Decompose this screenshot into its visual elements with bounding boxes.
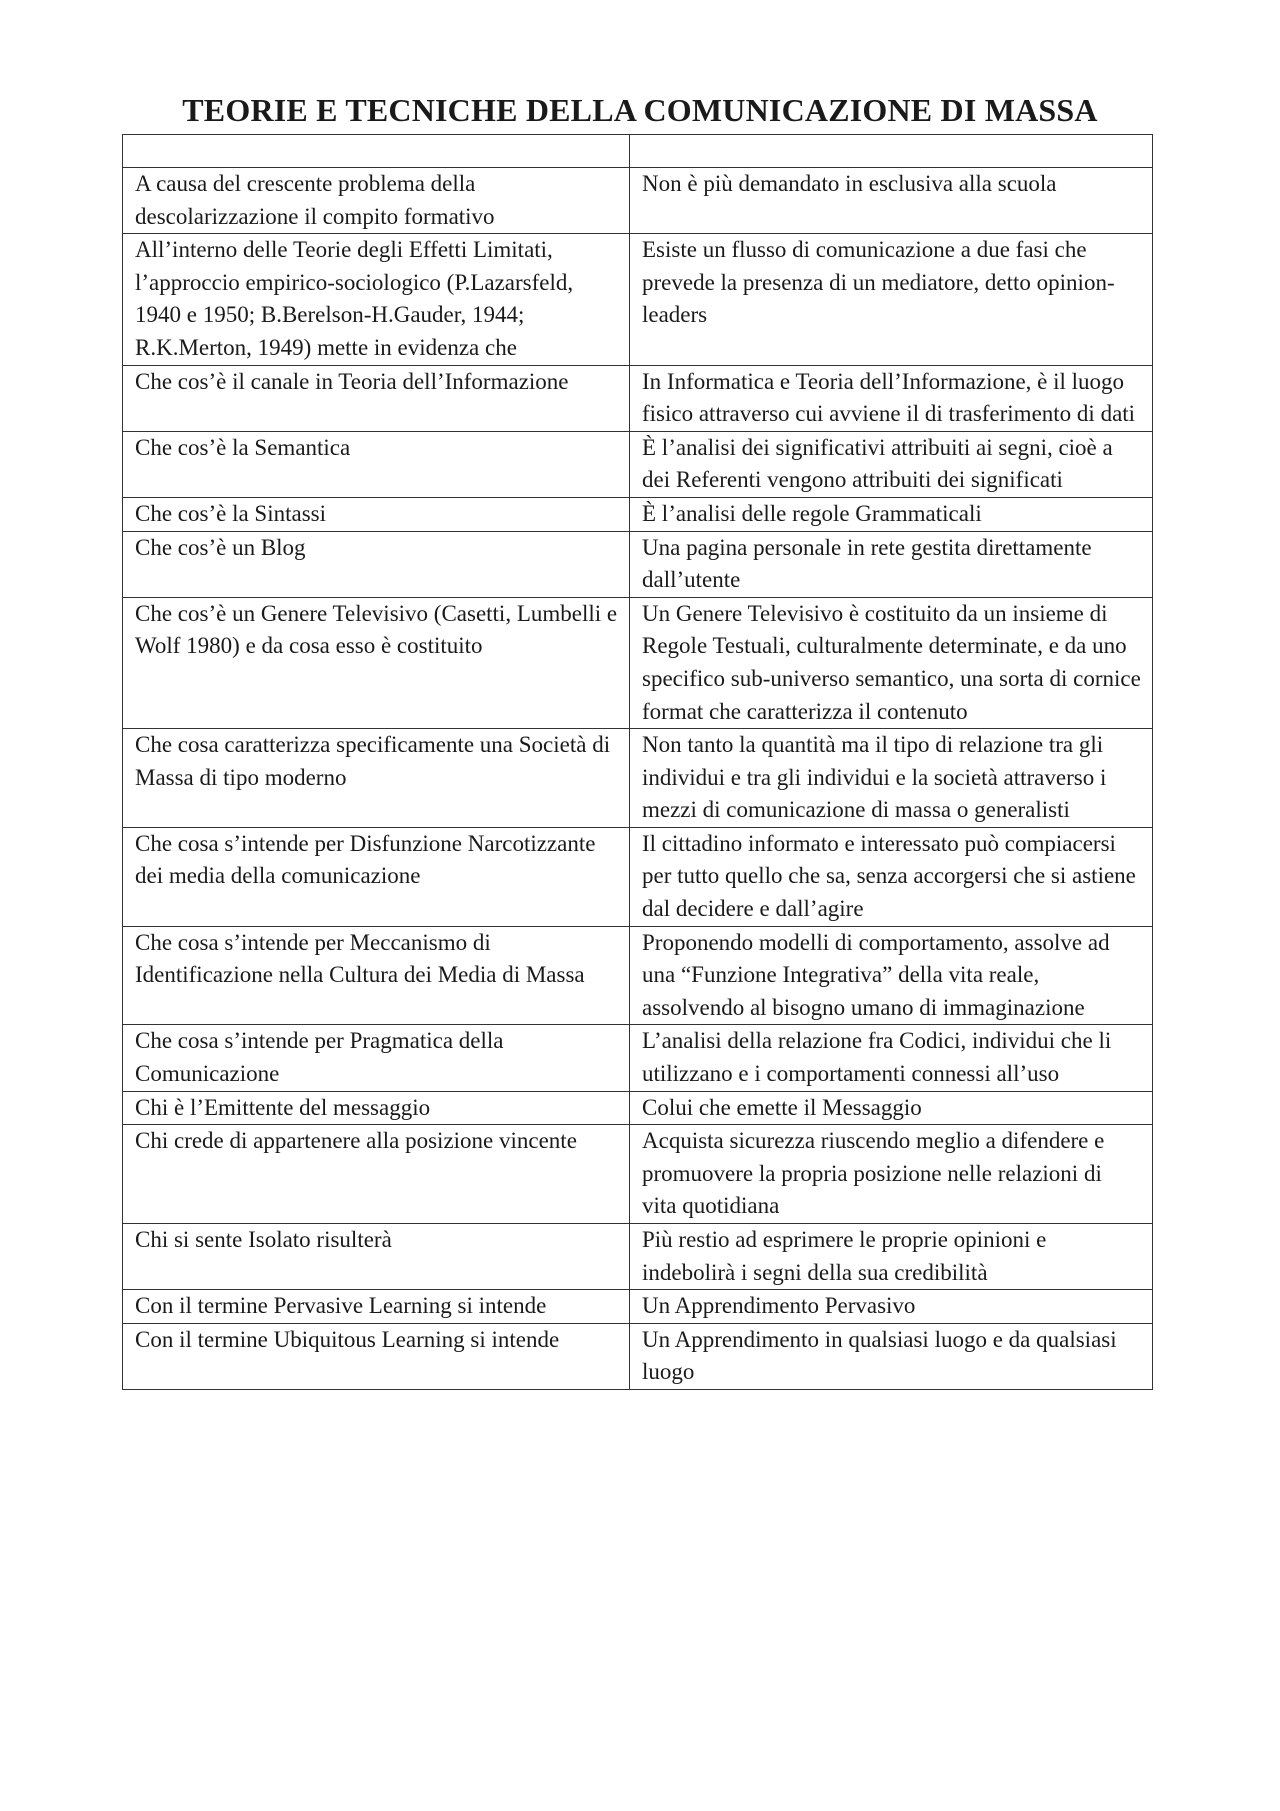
question-cell: All’interno delle Teorie degli Effetti Limitati, l’approccio empirico-sociologico (P.Lazarsfeld, 1940 e 1950; B.Berelson-H.Gauder, 1944; R.K.Merton, 1949) mette in evidenza che [123, 234, 630, 365]
table-row [123, 168, 1153, 234]
header-cell-question [123, 135, 630, 168]
table-row [123, 729, 1153, 828]
table-row [123, 827, 1153, 926]
table-header-row [123, 135, 1153, 168]
question-cell: Con il termine Pervasive Learning si intende [123, 1290, 630, 1324]
answer-cell: Più restio ad esprimere le proprie opinioni e indebolirà i segni della sua credibilità [630, 1224, 1153, 1290]
answer-cell: Proponendo modelli di comportamento, assolve ad una “Funzione Integrativa” della vita reale, assolvendo al bisogno umano di immaginazione [630, 926, 1153, 1025]
answer-cell: Un Apprendimento in qualsiasi luogo e da qualsiasi luogo [630, 1323, 1153, 1389]
table-row [123, 1091, 1153, 1125]
table-row [123, 431, 1153, 497]
answer-cell: Una pagina personale in rete gestita direttamente dall’utente [630, 531, 1153, 597]
question-cell: Che cosa s’intende per Disfunzione Narcotizzante dei media della comunicazione [123, 827, 630, 926]
table-row [123, 1224, 1153, 1290]
question-cell: Chi si sente Isolato risulterà [123, 1224, 630, 1290]
answer-cell: In Informatica e Teoria dell’Informazione, è il luogo fisico attraverso cui avviene il di trasferimento di dati [630, 365, 1153, 431]
table-row [123, 531, 1153, 597]
answer-cell: È l’analisi dei significativi attribuiti ai segni, cioè a dei Referenti vengono attribuiti dei significati [630, 431, 1153, 497]
table-row [123, 1290, 1153, 1324]
question-cell: Chi è l’Emittente del messaggio [123, 1091, 630, 1125]
answer-cell: Esiste un flusso di comunicazione a due fasi che prevede la presenza di un mediatore, detto opinion-leaders [630, 234, 1153, 365]
question-cell: Con il termine Ubiquitous Learning si intende [123, 1323, 630, 1389]
table-row [123, 1323, 1153, 1389]
question-cell: A causa del crescente problema della descolarizzazione il compito formativo [123, 168, 630, 234]
table-row [123, 1025, 1153, 1091]
question-cell: Che cosa caratterizza specificamente una Società di Massa di tipo moderno [123, 729, 630, 828]
question-cell: Chi crede di appartenere alla posizione vincente [123, 1125, 630, 1224]
header-cell-answer [630, 135, 1153, 168]
table-row [123, 1125, 1153, 1224]
answer-cell: Colui che emette il Messaggio [630, 1091, 1153, 1125]
table-row [123, 597, 1153, 728]
question-cell: Che cos’è un Genere Televisivo (Casetti, Lumbelli e Wolf 1980) e da cosa esso è costituito [123, 597, 630, 728]
answer-cell: Acquista sicurezza riuscendo meglio a difendere e promuovere la propria posizione nelle relazioni di vita quotidiana [630, 1125, 1153, 1224]
question-cell: Che cos’è un Blog [123, 531, 630, 597]
answer-cell: Un Apprendimento Pervasivo [630, 1290, 1153, 1324]
question-cell: Che cosa s’intende per Meccanismo di Identificazione nella Cultura dei Media di Massa [123, 926, 630, 1025]
answer-cell: Non è più demandato in esclusiva alla scuola [630, 168, 1153, 234]
answer-cell: L’analisi della relazione fra Codici, individui che li utilizzano e i comportamenti connessi all’uso [630, 1025, 1153, 1091]
answer-cell: Non tanto la quantità ma il tipo di relazione tra gli individui e tra gli individui e la società attraverso i mezzi di comunicazione di massa o generalisti [630, 729, 1153, 828]
page-title: TEORIE E TECNICHE DELLA COMUNICAZIONE DI MASSA [182, 92, 1098, 128]
answer-cell: Un Genere Televisivo è costituito da un insieme di Regole Testuali, culturalmente determinate, e da uno specifico sub-universo semantico, una sorta di cornice format che caratterizza il contenuto [630, 597, 1153, 728]
table-row [123, 365, 1153, 431]
question-cell: Che cos’è il canale in Teoria dell’Informazione [123, 365, 630, 431]
answer-cell: Il cittadino informato e interessato può compiacersi per tutto quello che sa, senza accorgersi che si astiene dal decidere e dall’agire [630, 827, 1153, 926]
question-cell: Che cos’è la Semantica [123, 431, 630, 497]
qa-table-body [123, 135, 1153, 1390]
table-row [123, 926, 1153, 1025]
question-cell: Che cos’è la Sintassi [123, 497, 630, 531]
table-row [123, 234, 1153, 365]
qa-table [122, 134, 1153, 1390]
table-row [123, 497, 1153, 531]
question-cell: Che cosa s’intende per Pragmatica della Comunicazione [123, 1025, 630, 1091]
answer-cell: È l’analisi delle regole Grammaticali [630, 497, 1153, 531]
